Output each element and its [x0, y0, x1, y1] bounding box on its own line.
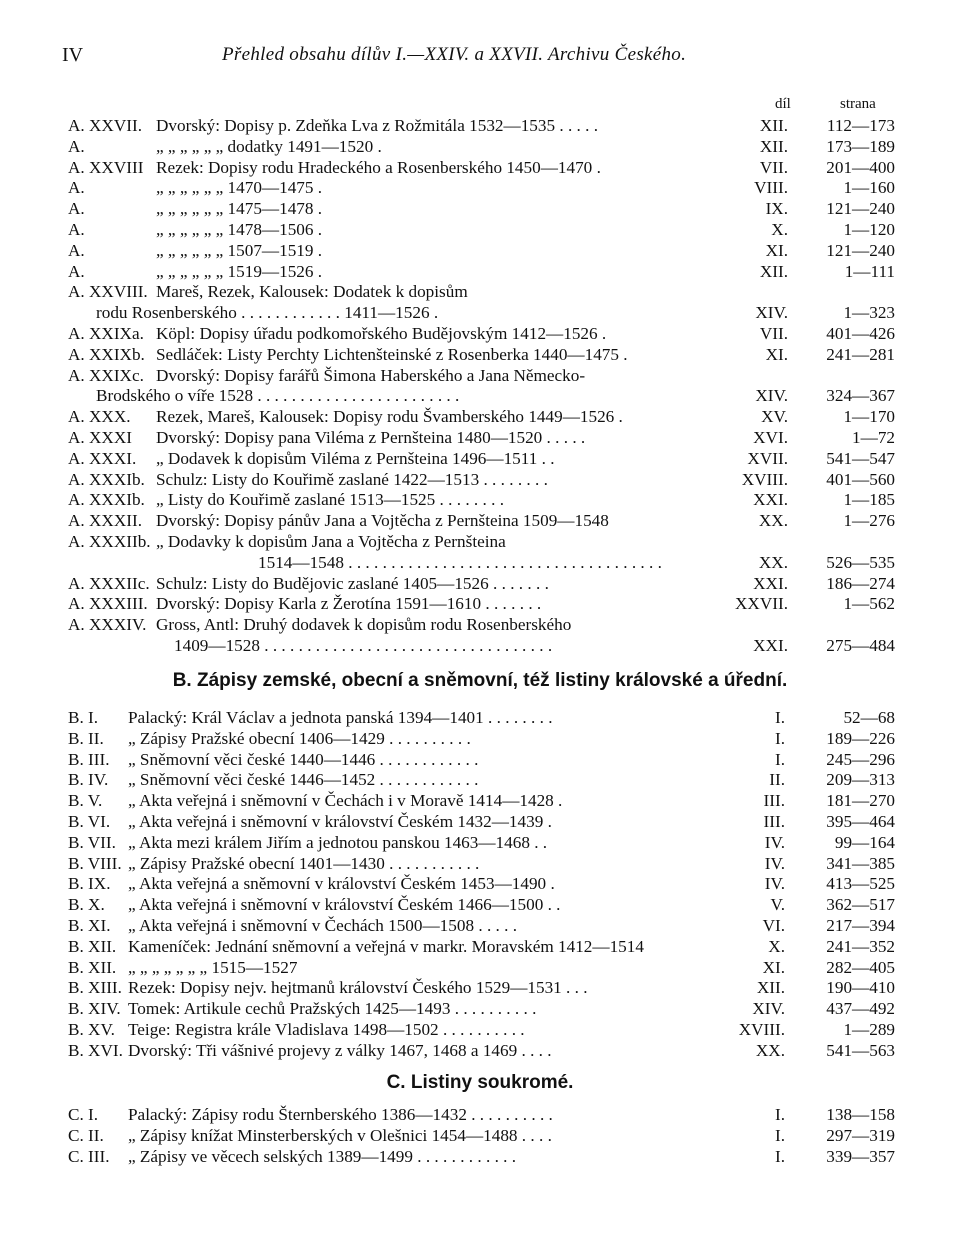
toc-entry	[68, 1147, 898, 1168]
entry-pages: 1—562	[843, 594, 895, 614]
entry-title: „ Dodavky k dopisům Jana a Vojtěcha z Pernšteina	[156, 531, 506, 551]
entry-signature: A.	[68, 199, 85, 219]
entry-pages: 401—560	[826, 469, 895, 489]
toc-entry	[68, 407, 898, 428]
entry-pages: 526—535	[826, 552, 895, 572]
entry-pages: 209—313	[826, 770, 895, 790]
entry-signature: A. XXXIb.	[68, 469, 145, 489]
entry-volume: XXI.	[753, 490, 788, 510]
entry-signature: B. XII.	[68, 957, 117, 977]
entry-title: „ „ „ „ „ „ 1475—1478 .	[156, 199, 323, 219]
entry-signature: B. XVI.	[68, 1040, 123, 1060]
entry-volume: XI.	[765, 344, 788, 364]
entry-title: Palacký: Král Václav a jednota panská 1394—1401 . . . . . . . .	[128, 708, 553, 727]
toc-entry	[68, 854, 898, 875]
entry-pages: 99—164	[834, 832, 895, 852]
entry-signature: A. XXIXc.	[68, 365, 144, 385]
entry-signature: A.	[68, 136, 85, 156]
entry-volume: IV.	[764, 832, 785, 852]
entry-signature: A. XXX.	[68, 407, 131, 427]
entry-volume: I.	[774, 1125, 785, 1145]
entry-title: „ „ „ „ „ „ 1478—1506 .	[156, 219, 323, 239]
entry-signature: B. XIII.	[68, 978, 122, 998]
entry-signature: B. III.	[68, 749, 110, 769]
entry-pages: 112—173	[826, 116, 895, 135]
entry-signature: C. II.	[68, 1125, 104, 1145]
toc-entry	[68, 470, 898, 491]
page-header	[62, 44, 902, 74]
entry-volume: XXI.	[753, 635, 788, 655]
entry-volume: II.	[769, 770, 785, 790]
entry-signature: B. V.	[68, 791, 103, 811]
entry-title: Palacký: Zápisy rodu Šternberského 1386—1432 . . . . . . . . . .	[128, 1105, 553, 1124]
entry-pages: 1—160	[843, 178, 895, 198]
entry-title: Teige: Registra krále Vladislava 1498—1502 . . . . . . . . . .	[128, 1019, 525, 1039]
entry-signature: B. X.	[68, 895, 105, 915]
entry-volume: XII.	[759, 136, 788, 156]
running-title: Přehled obsahu dílův I.—XXIV. a XXVII. Archivu Českého.	[222, 44, 687, 65]
toc-entry	[68, 449, 898, 470]
entry-volume: I.	[774, 708, 785, 727]
entry-title: „ Dodavek k dopisům Viléma z Pernšteina 1496—1511 . .	[156, 448, 555, 468]
toc-entry	[68, 812, 898, 833]
entry-signature: B. I.	[68, 708, 99, 727]
entry-pages: 1—111	[844, 261, 895, 281]
toc-entry	[68, 199, 898, 220]
entry-pages: 138—158	[826, 1105, 895, 1124]
toc-entry	[68, 574, 898, 595]
toc-entry	[68, 158, 898, 179]
entry-signature: A. XXXI.	[68, 448, 137, 468]
entry-volume: X.	[768, 936, 785, 956]
entry-pages: 189—226	[826, 728, 895, 748]
toc-entry	[68, 770, 898, 791]
entry-signature: A. XXXI	[68, 427, 132, 447]
entry-volume: XXI.	[753, 573, 788, 593]
entry-pages: 282—405	[826, 957, 895, 977]
column-headings	[755, 96, 895, 116]
entry-volume: XVIII.	[741, 469, 788, 489]
toc-entry	[68, 874, 898, 895]
toc-entry	[68, 137, 898, 158]
toc-entry	[68, 937, 898, 958]
column-heading-strana: strana	[840, 96, 876, 112]
toc-entry	[68, 978, 898, 999]
entry-pages: 341—385	[826, 853, 895, 873]
entry-signature: A.	[68, 178, 85, 198]
entry-pages: 324—367	[826, 386, 895, 406]
entry-signature: A.	[68, 240, 85, 260]
entry-volume: V.	[770, 895, 785, 915]
entry-volume: VI.	[762, 915, 785, 935]
entry-pages: 297—319	[826, 1125, 895, 1145]
entry-signature: B. XII.	[68, 936, 117, 956]
toc-entry	[68, 1105, 898, 1126]
entry-volume: VIII.	[754, 178, 788, 198]
entry-signature: B. VI.	[68, 811, 111, 831]
entry-pages: 1—72	[852, 427, 895, 447]
entry-volume: I.	[774, 1105, 785, 1124]
entry-title: „ Zápisy Pražské obecní 1406—1429 . . . . . . . . . .	[128, 728, 471, 748]
entry-title: „ „ „ „ „ „ dodatky 1491—1520 .	[156, 136, 382, 156]
entry-title: Dvorský: Dopisy pana Viléma z Pernšteina 1480—1520 . . . . .	[156, 427, 586, 447]
entry-pages: 362—517	[826, 895, 895, 915]
toc-entry	[68, 428, 898, 449]
entry-volume: XI.	[762, 957, 785, 977]
section-c-heading: C. Listiny soukromé.	[386, 1072, 574, 1093]
entry-volume: XX.	[758, 511, 788, 531]
entry-pages: 339—357	[826, 1146, 895, 1166]
entry-title: Tomek: Artikule cechů Pražských 1425—1493 . . . . . . . . . .	[128, 999, 537, 1019]
section-c-list	[68, 1105, 898, 1167]
entry-pages: 121—240	[826, 240, 895, 260]
toc-entry	[68, 895, 898, 916]
entry-volume: XV.	[761, 407, 788, 427]
entry-title: Rezek, Mareš, Kalousek: Dopisy rodu Švamberského 1449—1526 .	[156, 407, 623, 427]
toc-entry	[68, 116, 898, 137]
entry-signature: A. XXVIII	[68, 157, 144, 177]
entry-volume: VII.	[759, 323, 788, 343]
entry-signature: B. XIV.	[68, 999, 121, 1019]
entry-volume: XI.	[765, 240, 788, 260]
toc-entry	[68, 1041, 898, 1062]
entry-title: „ „ „ „ „ „ 1507—1519 .	[156, 240, 323, 260]
entry-pages: 1—289	[843, 1019, 895, 1039]
entry-volume: XII.	[759, 116, 788, 135]
entry-pages: 395—464	[826, 811, 895, 831]
entry-signature: B. II.	[68, 728, 104, 748]
entry-pages: 241—352	[826, 936, 895, 956]
entry-volume: XVII.	[747, 448, 788, 468]
entry-title: 1514—1548 . . . . . . . . . . . . . . . . . . . . . . . . . . . . . . . . . . . . .	[258, 552, 662, 572]
toc-entry	[68, 366, 898, 387]
entry-signature: A. XXXIb.	[68, 490, 145, 510]
entry-signature: B. VII.	[68, 832, 116, 852]
entry-title: Rezek: Dopisy rodu Hradeckého a Rosenberského 1450—1470 .	[156, 157, 601, 177]
toc-entry	[68, 615, 898, 636]
entry-pages: 275—484	[826, 635, 895, 655]
entry-signature: B. IV.	[68, 770, 109, 790]
entry-title: Dvorský: Dopisy farářů Šimona Haberského a Jana Německo-	[156, 365, 586, 385]
entry-volume: IV.	[764, 853, 785, 873]
entry-title: „ Listy do Kouřimě zaslané 1513—1525 . . . . . . . .	[156, 490, 504, 510]
entry-title: Schulz: Listy do Kouřimě zaslané 1422—1513 . . . . . . . .	[156, 469, 548, 489]
entry-title: Dvorský: Dopisy pánův Jana a Vojtěcha z Pernšteina 1509—1548	[156, 511, 609, 531]
toc-entry	[68, 262, 898, 283]
toc-entry	[68, 532, 898, 553]
entry-pages: 201—400	[826, 157, 895, 177]
entry-signature: A. XXXIIc.	[68, 573, 150, 593]
entry-title: „ „ „ „ „ „ 1519—1526 .	[156, 261, 323, 281]
toc-entry	[68, 729, 898, 750]
section-b-heading: B. Zápisy zemské, obecní a sněmovní, též listiny královské a úřední.	[172, 670, 788, 691]
toc-entry	[68, 282, 898, 303]
entry-pages: 437—492	[826, 999, 895, 1019]
toc-entry	[68, 220, 898, 241]
entry-title: „ Zápisy Pražské obecní 1401—1430 . . . . . . . . . . .	[128, 853, 480, 873]
entry-volume: III.	[763, 791, 785, 811]
entry-signature: A. XXIXb.	[68, 344, 145, 364]
section-b-list	[68, 708, 898, 1062]
entry-pages: 190—410	[826, 978, 895, 998]
entry-signature: B. XI.	[68, 915, 111, 935]
entry-pages: 186—274	[826, 573, 895, 593]
entry-pages: 1—323	[843, 303, 895, 323]
entry-title: Rezek: Dopisy nejv. hejtmanů království Českého 1529—1531 . . .	[128, 978, 588, 998]
entry-pages: 245—296	[826, 749, 895, 769]
entry-signature: A.	[68, 261, 85, 281]
entry-pages: 1—276	[843, 511, 895, 531]
entry-title: Kameníček: Jednání sněmovní a veřejná v markr. Moravském 1412—1514	[128, 936, 644, 956]
toc-entry	[68, 750, 898, 771]
entry-pages: 1—120	[843, 219, 895, 239]
entry-title: rodu Rosenberského . . . . . . . . . . . . 1411—1526 .	[96, 303, 439, 323]
entry-pages: 181—270	[826, 791, 895, 811]
entry-signature: A. XXVII.	[68, 116, 142, 135]
toc-entry	[68, 1020, 898, 1041]
toc-entry	[68, 345, 898, 366]
toc-entry	[68, 324, 898, 345]
entry-signature: A. XXXII.	[68, 511, 142, 531]
toc-entry	[68, 916, 898, 937]
column-heading-dil: díl	[775, 96, 791, 112]
entry-title: „ Akta veřejná i sněmovní v Čechách 1500—1508 . . . . .	[128, 915, 518, 935]
entry-volume: XXVII.	[735, 594, 788, 614]
entry-pages: 241—281	[826, 344, 895, 364]
entry-title: „ Sněmovní věci české 1440—1446 . . . . . . . . . . . .	[128, 749, 479, 769]
entry-volume: XIV.	[752, 999, 785, 1019]
entry-title: 1409—1528 . . . . . . . . . . . . . . . . . . . . . . . . . . . . . . . . . .	[174, 635, 553, 655]
entry-title: „ Sněmovní věci české 1446—1452 . . . . . . . . . . . .	[128, 770, 479, 790]
toc-entry	[68, 708, 898, 729]
toc-entry	[68, 386, 898, 407]
entry-volume: VII.	[759, 157, 788, 177]
entry-volume: I.	[774, 749, 785, 769]
entry-pages: 173—189	[826, 136, 895, 156]
entry-signature: B. XV.	[68, 1019, 115, 1039]
toc-entry	[68, 241, 898, 262]
entry-volume: I.	[774, 728, 785, 748]
entry-title: Sedláček: Listy Perchty Lichtenšteinské z Rosenberka 1440—1475 .	[156, 344, 628, 364]
entry-title: „ Akta mezi králem Jiřím a jednotou panskou 1463—1468 . .	[128, 832, 548, 852]
entry-signature: A. XXXIV.	[68, 615, 147, 635]
entry-volume: XII.	[759, 261, 788, 281]
entry-title: „ Zápisy ve věcech selských 1389—1499 . . . . . . . . . . . .	[128, 1146, 517, 1166]
toc-entry	[68, 178, 898, 199]
entry-title: Dvorský: Tři vášnivé projevy z války 1467, 1468 a 1469 . . . .	[128, 1040, 552, 1060]
entry-pages: 1—170	[843, 407, 895, 427]
entry-signature: B. VIII.	[68, 853, 122, 873]
entry-signature: A. XXVIII.	[68, 282, 148, 302]
entry-volume: XVIII.	[738, 1019, 785, 1039]
toc-entry	[68, 636, 898, 657]
entry-title: „ Zápisy knížat Minsterberských v Olešnici 1454—1488 . . . .	[128, 1125, 552, 1145]
entry-title: „ „ „ „ „ „ 1470—1475 .	[156, 178, 323, 198]
entry-title: Dvorský: Dopisy p. Zdeňka Lva z Rožmitála 1532—1535 . . . . .	[156, 116, 599, 135]
toc-entry	[68, 553, 898, 574]
toc-entry	[68, 958, 898, 979]
entry-pages: 401—426	[826, 323, 895, 343]
page-number: IV	[62, 44, 84, 66]
entry-pages: 52—68	[843, 708, 895, 727]
entry-title: „ Akta veřejná i sněmovní v království Českém 1466—1500 . .	[128, 895, 561, 915]
entry-title: Brodského o víře 1528 . . . . . . . . . . . . . . . . . . . . . . . .	[96, 386, 460, 406]
toc-entry	[68, 490, 898, 511]
entry-signature: C. I.	[68, 1105, 99, 1124]
entry-title: „ „ „ „ „ „ „ 1515—1527	[128, 957, 298, 977]
entry-title: Dvorský: Dopisy Karla z Žerotína 1591—1610 . . . . . . .	[156, 594, 542, 614]
entry-volume: IX.	[765, 199, 788, 219]
toc-entry	[68, 833, 898, 854]
entry-title: „ Akta veřejná a sněmovní v království Českém 1453—1490 .	[128, 874, 555, 894]
entry-volume: XX.	[755, 1040, 785, 1060]
entry-signature: B. IX.	[68, 874, 111, 894]
entry-pages: 541—563	[826, 1040, 895, 1060]
toc-entry	[68, 791, 898, 812]
entry-signature: A. XXXIIb.	[68, 531, 151, 551]
entry-signature: C. III.	[68, 1146, 110, 1166]
entry-pages: 413—525	[826, 874, 895, 894]
entry-volume: IV.	[764, 874, 785, 894]
entry-volume: XVI.	[753, 427, 788, 447]
entry-volume: XIV.	[755, 386, 788, 406]
toc-entry	[68, 303, 898, 324]
entry-pages: 121—240	[826, 199, 895, 219]
entry-volume: III.	[763, 811, 785, 831]
entry-pages: 1—185	[843, 490, 895, 510]
entry-signature: A. XXXIII.	[68, 594, 148, 614]
entry-signature: A. XXIXa.	[68, 323, 144, 343]
toc-entry	[68, 1126, 898, 1147]
entry-title: „ Akta veřejná i sněmovní v Čechách i v Moravě 1414—1428 .	[128, 791, 563, 811]
entry-volume: XII.	[756, 978, 785, 998]
entry-title: Köpl: Dopisy úřadu podkomořského Budějovským 1412—1526 .	[156, 323, 607, 343]
section-a-list	[68, 116, 898, 657]
entry-title: Mareš, Rezek, Kalousek: Dodatek k dopisům	[156, 282, 468, 302]
entry-pages: 541—547	[826, 448, 895, 468]
entry-volume: XIV.	[755, 303, 788, 323]
toc-entry	[68, 999, 898, 1020]
toc-entry	[68, 594, 898, 615]
entry-signature: A.	[68, 219, 85, 239]
entry-title: Schulz: Listy do Budějovic zaslané 1405—1526 . . . . . . .	[156, 573, 549, 593]
entry-title: „ Akta veřejná i sněmovní v království Českém 1432—1439 .	[128, 811, 552, 831]
entry-volume: XX.	[758, 552, 788, 572]
entry-title: Gross, Antl: Druhý dodavek k dopisům rodu Rosenberského	[156, 615, 572, 635]
entry-volume: I.	[774, 1146, 785, 1166]
toc-entry	[68, 511, 898, 532]
entry-pages: 217—394	[826, 915, 895, 935]
entry-volume: X.	[771, 219, 788, 239]
